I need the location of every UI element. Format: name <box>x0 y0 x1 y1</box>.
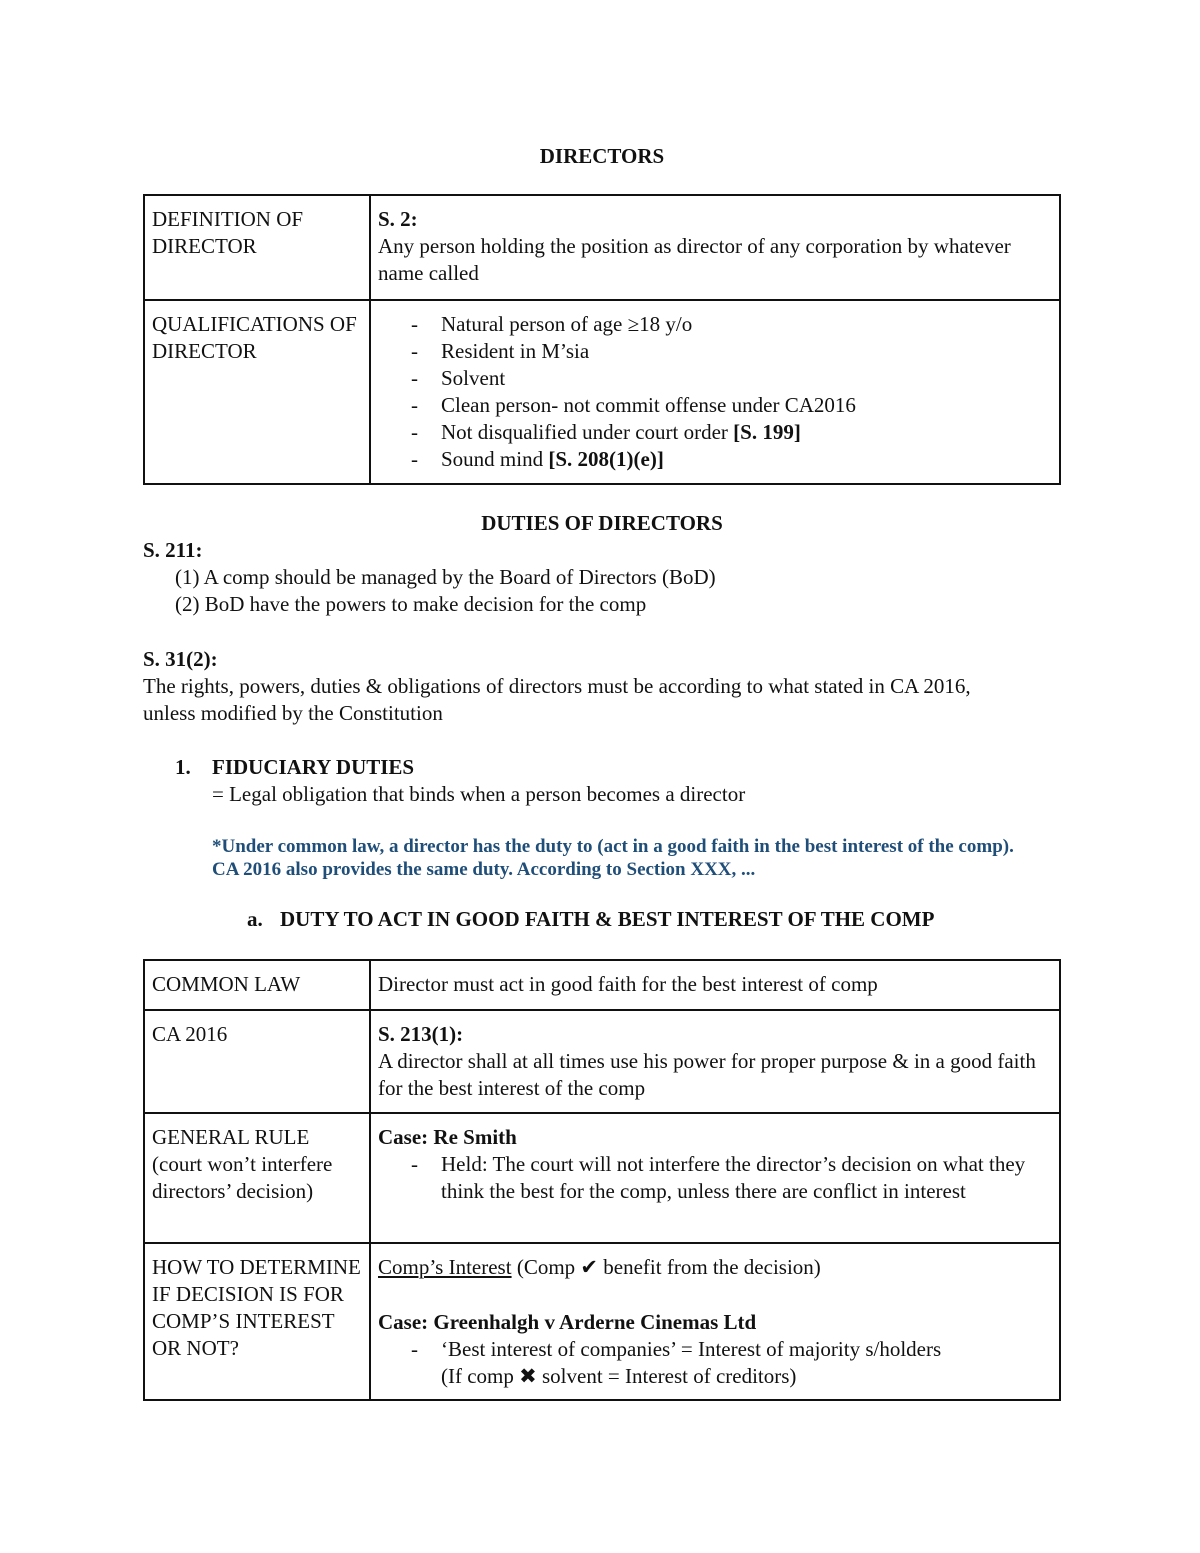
row-label-qualifications: QUALIFICATIONS OF DIRECTOR <box>144 300 370 484</box>
subheading-a <box>143 906 1165 933</box>
section-ref: S. 2: <box>378 207 418 231</box>
list-item: (2) BoD have the powers to make decision for the comp <box>175 592 647 616</box>
fiduciary-block <box>143 754 1061 808</box>
table-row <box>144 1113 1060 1243</box>
case-points <box>371 1336 1052 1390</box>
row-label-ca2016: CA 2016 <box>144 1010 370 1113</box>
section-ref: S. 31(2): <box>143 647 218 671</box>
s211-block <box>143 537 1061 618</box>
fiduciary-title: FIDUCIARY DUTIES <box>212 755 415 779</box>
table-row <box>144 960 1060 1010</box>
table-row <box>144 195 1060 300</box>
list-item: - Clean person- not commit offense under CA2016 <box>371 392 1052 419</box>
qualifications-list <box>371 311 1052 473</box>
table-row <box>144 300 1060 484</box>
sub-title: DUTY TO ACT IN GOOD FAITH & BEST INTEREST OF THE COMP <box>280 907 935 931</box>
list-item: - ‘Best interest of companies’ = Interest of majority s/holders (If comp ✖ solvent = Interest of creditors) <box>371 1336 1052 1390</box>
general-rule-cell <box>370 1113 1060 1243</box>
common-law-cell: Director must act in good faith for the best interest of comp <box>370 960 1060 1010</box>
list-item: - Resident in M’sia <box>371 338 1052 365</box>
sub-letter: a. <box>247 907 263 931</box>
list-item: - Held: The court will not interfere the director’s decision on what they think the best for the comp, unless there are conflict in interest <box>371 1151 1052 1205</box>
row-label-general-rule: GENERAL RULE (court won’t interfere directors’ decision) <box>144 1113 370 1243</box>
definition-cell <box>370 195 1060 300</box>
section-ref: S. 213(1): <box>378 1022 464 1046</box>
table-row <box>144 1243 1060 1400</box>
row-label-common-law: COMMON LAW <box>144 960 370 1010</box>
note-line: *Under common law, a director has the duty to (act in a good faith in the best interest of the comp). <box>212 836 1014 857</box>
row-label-how-to: HOW TO DETERMINE IF DECISION IS FOR COMP’S INTEREST OR NOT? <box>144 1243 370 1400</box>
row-label-definition: DEFINITION OF DIRECTOR <box>144 195 370 300</box>
page-title: DIRECTORS <box>539 144 665 168</box>
list-item: - Not disqualified under court order [S. 199] <box>371 419 1052 446</box>
section-ref: [S. 199] <box>733 420 801 444</box>
fiduciary-definition: = Legal obligation that binds when a person becomes a director <box>212 782 746 806</box>
check-icon: ✔ <box>580 1255 599 1279</box>
note-block <box>143 835 1130 881</box>
case-title: Case: Re Smith <box>378 1125 517 1149</box>
good-faith-table <box>143 959 1061 1401</box>
ca2016-text: A director shall at all times use his power for proper purpose & in a good faith for the best interest of the comp <box>378 1049 1036 1100</box>
duties-heading: DUTIES OF DIRECTORS <box>481 511 723 535</box>
list-item: - Sound mind [S. 208(1)(e)] <box>371 446 1052 473</box>
list-item: - Solvent <box>371 365 1052 392</box>
section-ref: S. 211: <box>143 538 203 562</box>
table-row <box>144 1010 1060 1113</box>
interest-line: Comp’s Interest (Comp ✔ benefit from the decision) <box>378 1255 821 1279</box>
held-list <box>371 1151 1052 1205</box>
definition-table <box>143 194 1061 485</box>
s31-text: The rights, powers, duties & obligations of directors must be according to what stated in CA 2016, unless modified by the Constitution <box>143 674 971 725</box>
cross-icon: ✖ <box>519 1364 537 1388</box>
list-item: - Natural person of age ≥18 y/o <box>371 311 1052 338</box>
note-line: CA 2016 also provides the same duty. According to Section XXX, ... <box>212 859 756 880</box>
definition-text: Any person holding the position as director of any corporation by whatever name called <box>378 234 1011 285</box>
section-ref: [S. 208(1)(e)] <box>548 447 664 471</box>
ca2016-cell <box>370 1010 1060 1113</box>
list-item: (1) A comp should be managed by the Board of Directors (BoD) <box>175 565 716 589</box>
qualifications-cell <box>370 300 1060 484</box>
list-number: 1. <box>175 755 191 779</box>
s31-block <box>143 646 1061 727</box>
how-to-cell <box>370 1243 1060 1400</box>
case-title: Case: Greenhalgh v Arderne Cinemas Ltd <box>378 1310 757 1334</box>
